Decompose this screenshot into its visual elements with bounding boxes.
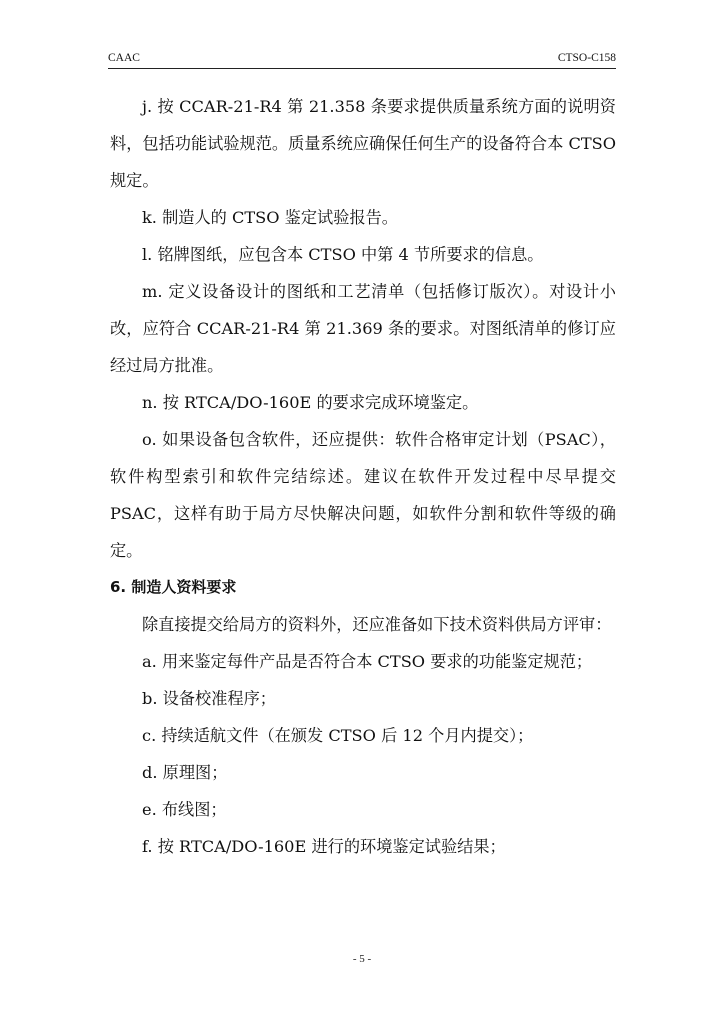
list-item-c: c. 持续适航文件（在颁发 CTSO 后 12 个月内提交）； [142, 726, 534, 745]
document-body [110, 88, 616, 865]
list-item-n: n. 按 RTCA/DO-160E 的要求完成环境鉴定。 [142, 393, 479, 412]
page-number: - 5 - [352, 953, 372, 965]
section-intro: 除直接提交给局方的资料外，还应准备如下技术资料供局方评审： [142, 615, 612, 634]
list-item-b: b. 设备校准程序； [142, 689, 276, 708]
list-item-e: e. 布线图； [142, 800, 227, 819]
header-divider [108, 68, 616, 69]
list-item-k: k. 制造人的 CTSO 鉴定试验报告。 [142, 208, 398, 227]
list-item-j: j. 按 CCAR-21-R4 第 21.358 条要求提供质量系统方面的说明资料，包括功能试验规范。质量系统应确保任何生产的设备符合本 CTSO 规定。 [110, 97, 616, 190]
list-item-d: d. 原理图； [142, 763, 228, 782]
page-header [108, 52, 616, 68]
list-item-l: l. 铭牌图纸，应包含本 CTSO 中第 4 节所要求的信息。 [142, 245, 544, 264]
list-item-a: a. 用来鉴定每件产品是否符合本 CTSO 要求的功能鉴定规范； [142, 652, 593, 671]
list-item-f: f. 按 RTCA/DO-160E 进行的环境鉴定试验结果； [142, 837, 506, 856]
section-heading: 6. 制造人资料要求 [110, 578, 237, 596]
header-left-text: CAAC [108, 52, 140, 64]
list-item-m: m. 定义设备设计的图纸和工艺清单（包括修订版次）。对设计小改，应符合 CCAR-21-R4 第 21.369 条的要求。对图纸清单的修订应经过局方批准。 [110, 282, 616, 375]
header-right-text: CTSO-C158 [557, 52, 616, 64]
list-item-o: o. 如果设备包含软件，还应提供：软件合格审定计划（PSAC），软件构型索引和软件完结综述。建议在软件开发过程中尽早提交 PSAC，这样有助于局方尽快解决问题，如软件分割和软件等级的确定。 [110, 430, 616, 560]
